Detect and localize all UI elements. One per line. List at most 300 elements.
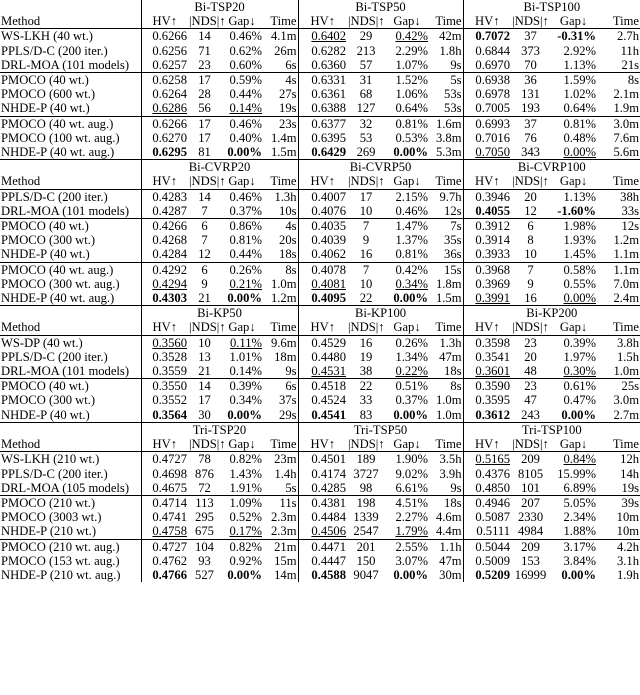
cell-text: 0.42%	[395, 29, 429, 44]
cell-text: 0.00%	[227, 291, 262, 306]
cell-text: 10	[359, 276, 373, 291]
hv-value	[298, 481, 347, 496]
cell-text: 0.4007	[311, 189, 347, 204]
cell-text: 0.26%	[395, 335, 429, 350]
cell-text: 1.79%	[395, 524, 429, 539]
hv-value	[141, 87, 188, 101]
hv-value	[141, 116, 188, 131]
hv-value	[298, 408, 347, 423]
method-name: NHDE-P (40 wt. aug.)	[0, 145, 141, 160]
cell-text: 0.6978	[475, 87, 511, 102]
nds-column-header: |NDS|↑	[512, 174, 549, 189]
problem-header: Tri-TSP100	[463, 422, 640, 437]
hv-value	[463, 44, 511, 58]
gap-value	[550, 408, 597, 423]
cell-text: 0.14%	[229, 364, 262, 379]
hv-value	[463, 539, 511, 554]
time-value	[429, 29, 463, 44]
hv-value	[298, 277, 347, 291]
time-value	[597, 189, 640, 204]
hv-value	[463, 524, 511, 539]
gap-value	[550, 554, 597, 568]
gap-value	[221, 233, 263, 247]
block-header-problems	[0, 422, 640, 437]
cell-text: 4.4m	[435, 524, 462, 539]
nds-value	[188, 219, 221, 234]
cell-text: 1339	[353, 510, 379, 525]
cell-text: 2.27%	[395, 510, 429, 525]
cell-text: 3.8h	[616, 335, 640, 350]
method-name: PMOCO (40 wt.)	[0, 73, 141, 88]
table-row	[0, 554, 640, 568]
method-name: PMOCO (40 wt.)	[0, 219, 141, 234]
hv-value	[463, 554, 511, 568]
cell-text: 0.00%	[561, 567, 597, 582]
cell-text: 17	[198, 393, 211, 408]
cell-text: 14	[198, 189, 211, 204]
time-value	[429, 247, 463, 262]
gap-value	[385, 131, 429, 145]
cell-text: 0.7072	[475, 29, 511, 44]
nds-value	[347, 87, 385, 101]
cell-text: 6.89%	[563, 480, 597, 495]
time-column-header: Time	[612, 174, 640, 189]
hv-value	[463, 408, 511, 423]
nds-value	[511, 29, 550, 44]
method-name: PPLS/D-C (200 iter.)	[0, 467, 141, 481]
time-value	[429, 73, 463, 88]
method-name: PMOCO (3003 wt.)	[0, 510, 141, 524]
cell-text: 0.00%	[393, 145, 429, 160]
hv-value	[141, 379, 188, 394]
method-column-header: Method	[0, 437, 141, 452]
cell-text: 38h	[620, 189, 640, 204]
table-row	[0, 335, 640, 350]
cell-text: 0.3991	[475, 291, 511, 306]
hv-value	[298, 145, 347, 160]
method-name: PMOCO (210 wt. aug.)	[0, 539, 141, 554]
cell-text: 14m	[274, 567, 297, 582]
cell-text: 0.6266	[152, 29, 187, 44]
time-value	[429, 393, 463, 407]
cell-text: 1.4m	[270, 130, 297, 145]
time-value	[429, 379, 463, 394]
cell-text: 18m	[274, 349, 297, 364]
cell-text: 0.22%	[395, 364, 429, 379]
cell-text: 0.6388	[311, 101, 347, 116]
time-column-header: Time	[612, 14, 640, 29]
cell-text: 0.00%	[227, 407, 262, 422]
time-value	[597, 568, 640, 582]
cell-text: 5.3m	[435, 145, 462, 160]
cell-text: 113	[195, 495, 214, 510]
hv-value	[141, 524, 188, 539]
cell-text: 17	[198, 73, 211, 88]
cell-text: 0.00%	[561, 407, 597, 422]
cell-text: 0.6266	[152, 116, 187, 131]
time-value	[263, 335, 298, 350]
cell-text: 2.7h	[616, 29, 640, 44]
cell-text: 0.4531	[311, 364, 347, 379]
gap-value	[221, 408, 263, 423]
nds-value	[511, 58, 550, 73]
hv-value	[298, 452, 347, 467]
time-value	[597, 291, 640, 306]
hv-value	[298, 554, 347, 568]
time-value	[263, 408, 298, 423]
cell-text: 0.6360	[311, 57, 347, 72]
time-value	[263, 204, 298, 219]
time-value	[597, 262, 640, 277]
cell-text: 0.6295	[152, 145, 187, 160]
nds-value	[511, 247, 550, 262]
nds-value	[188, 262, 221, 277]
table-row	[0, 524, 640, 539]
cell-text: 3727	[353, 466, 379, 481]
table-row	[0, 44, 640, 58]
cell-text: 207	[521, 495, 540, 510]
gap-column-header: Gap↓	[559, 14, 588, 29]
time-value	[263, 277, 298, 291]
nds-value	[347, 58, 385, 73]
hv-value	[141, 408, 188, 423]
cell-text: 0.3612	[475, 407, 511, 422]
cell-text: 1.09%	[229, 495, 262, 510]
nds-value	[347, 204, 385, 219]
cell-text: 0.00%	[563, 145, 597, 160]
nds-value	[347, 554, 385, 568]
cell-text: 14h	[620, 466, 640, 481]
hv-value	[141, 510, 188, 524]
cell-text: 3.0m	[613, 393, 640, 408]
nds-column-header: |NDS|↑	[348, 14, 385, 29]
cell-text: 2.3m	[270, 524, 297, 539]
nds-value	[188, 393, 221, 407]
cell-text: 0.4292	[152, 262, 187, 277]
gap-value	[550, 73, 597, 88]
cell-text: 209	[521, 539, 540, 554]
cell-text: 1.0m	[270, 276, 297, 291]
gap-value	[385, 452, 429, 467]
time-value	[429, 204, 463, 219]
cell-text: 16	[359, 335, 373, 350]
hv-value	[463, 116, 511, 131]
nds-value	[188, 350, 221, 364]
cell-text: 0.00%	[227, 567, 262, 582]
cell-text: 7.6m	[613, 130, 640, 145]
gap-value	[221, 393, 263, 407]
time-column-header: Time	[612, 320, 640, 335]
cell-text: 0.4055	[475, 203, 511, 218]
gap-value	[221, 44, 263, 58]
cell-text: 2.34%	[563, 510, 597, 525]
time-value	[429, 408, 463, 423]
time-value	[263, 262, 298, 277]
cell-text: 37	[524, 29, 537, 44]
cell-text: 0.4095	[311, 291, 347, 306]
gap-value	[385, 379, 429, 394]
cell-text: 0.6286	[152, 101, 187, 116]
nds-value	[511, 568, 550, 582]
cell-text: 32	[359, 116, 373, 131]
cell-text: 0.58%	[563, 262, 597, 277]
nds-value	[511, 495, 550, 510]
hv-value	[141, 219, 188, 234]
gap-value	[550, 568, 597, 582]
cell-text: 3.8m	[435, 130, 462, 145]
nds-value	[347, 524, 385, 539]
cell-text: 6.61%	[395, 480, 429, 495]
block-header-columns	[0, 174, 640, 189]
nds-value	[188, 44, 221, 58]
hv-value	[463, 73, 511, 88]
time-value	[263, 379, 298, 394]
method-name: WS-DP (40 wt.)	[0, 335, 141, 350]
nds-value	[347, 335, 385, 350]
nds-value	[347, 510, 385, 524]
method-name: NHDE-P (40 wt.)	[0, 101, 141, 116]
cell-text: 10m	[616, 510, 640, 525]
hv-value	[463, 277, 511, 291]
cell-text: 0.4727	[152, 539, 187, 554]
nds-value	[188, 233, 221, 247]
nds-column-header: |NDS|↑	[512, 437, 549, 452]
cell-text: 5.6m	[613, 145, 640, 160]
time-value	[429, 554, 463, 568]
hv-column-header: HV↑	[475, 437, 500, 452]
hv-value	[463, 131, 511, 145]
cell-text: 12s	[444, 203, 462, 218]
cell-text: 213	[356, 43, 376, 58]
block-header-problems	[0, 0, 640, 14]
cell-text: 0.5009	[475, 553, 511, 568]
time-value	[597, 58, 640, 73]
table-row	[0, 379, 640, 394]
gap-column-header: Gap↓	[228, 174, 256, 189]
nds-value	[188, 29, 221, 44]
gap-value	[550, 291, 597, 306]
cell-text: 101	[521, 480, 540, 495]
hv-value	[463, 101, 511, 116]
cell-text: 0.6331	[311, 73, 347, 88]
time-value	[429, 262, 463, 277]
cell-text: 1.4h	[274, 466, 297, 481]
time-value	[263, 29, 298, 44]
gap-value	[550, 364, 597, 379]
cell-text: 2.15%	[395, 189, 429, 204]
cell-text: 0.39%	[563, 335, 597, 350]
cell-text: 1.37%	[395, 233, 429, 248]
cell-text: 0.4506	[311, 524, 347, 539]
cell-text: 1.0m	[435, 407, 462, 422]
cell-text: 3.0m	[613, 116, 640, 131]
gap-value	[385, 495, 429, 510]
nds-value	[511, 364, 550, 379]
cell-text: 23	[524, 335, 537, 350]
time-value	[597, 29, 640, 44]
cell-text: 17	[198, 130, 211, 145]
cell-text: 0.3550	[152, 379, 187, 394]
problem-header: Tri-TSP50	[298, 422, 463, 437]
nds-value	[511, 350, 550, 364]
hv-value	[141, 277, 188, 291]
cell-text: 1.13%	[563, 57, 597, 72]
cell-text: 4s	[285, 73, 297, 88]
time-value	[597, 44, 640, 58]
cell-text: 53	[359, 130, 373, 145]
gap-column-header: Gap↓	[228, 14, 256, 29]
block-header-problems	[0, 160, 640, 175]
cell-text: 0.3590	[475, 379, 511, 394]
cell-text: 0.3601	[475, 364, 511, 379]
cell-text: 0.40%	[229, 130, 262, 145]
hv-value	[141, 189, 188, 204]
time-value	[597, 73, 640, 88]
hv-value	[141, 393, 188, 407]
hv-value	[141, 145, 188, 160]
nds-value	[347, 189, 385, 204]
time-value	[429, 510, 463, 524]
gap-value	[385, 539, 429, 554]
cell-text: 1.90%	[395, 452, 429, 467]
time-column-header: Time	[429, 174, 463, 189]
cell-text: 70	[524, 57, 537, 72]
method-name: PMOCO (300 wt.)	[0, 393, 141, 407]
hv-value	[298, 29, 347, 44]
nds-column-header: |NDS|↑	[189, 320, 226, 335]
time-value	[429, 335, 463, 350]
cell-text: 0.4303	[152, 291, 187, 306]
nds-value	[511, 277, 550, 291]
nds-value	[188, 131, 221, 145]
cell-text: 0.60%	[229, 57, 262, 72]
cell-text: 1.88%	[563, 524, 597, 539]
cell-text: 1.47%	[395, 219, 429, 234]
cell-text: 21s	[621, 57, 640, 72]
cell-text: 15s	[444, 262, 462, 277]
nds-value	[188, 145, 221, 160]
time-value	[597, 247, 640, 262]
cell-text: 71	[198, 43, 211, 58]
hv-value	[298, 247, 347, 262]
cell-text: 23s	[279, 116, 297, 131]
cell-text: 14	[198, 379, 211, 394]
cell-text: 0.5111	[476, 524, 511, 539]
gap-value	[385, 145, 429, 160]
cell-text: 8	[527, 233, 534, 248]
problem-header: Bi-KP100	[298, 306, 463, 321]
cell-text: 0.4850	[475, 480, 511, 495]
cell-text: 0.82%	[229, 452, 262, 467]
gap-value	[550, 131, 597, 145]
gap-value	[221, 350, 263, 364]
cell-text: 0.52%	[229, 510, 262, 525]
gap-value	[221, 364, 263, 379]
cell-text: 21	[198, 291, 211, 306]
cell-text: 26m	[274, 43, 297, 58]
gap-value	[221, 335, 263, 350]
cell-text: 0.4268	[152, 233, 187, 248]
block-header-problems	[0, 306, 640, 321]
cell-text: 48	[524, 364, 537, 379]
time-value	[429, 350, 463, 364]
cell-text: 0.3560	[152, 335, 187, 350]
cell-text: 2330	[517, 510, 544, 525]
table-row	[0, 101, 640, 116]
time-value	[263, 219, 298, 234]
cell-text: 10	[198, 335, 211, 350]
hv-value	[141, 452, 188, 467]
gap-value	[221, 189, 263, 204]
method-name: NHDE-P (40 wt. aug.)	[0, 291, 141, 306]
nds-value	[347, 379, 385, 394]
nds-value	[347, 364, 385, 379]
nds-column-header: |NDS|↑	[512, 320, 549, 335]
table-row	[0, 510, 640, 524]
gap-value	[221, 452, 263, 467]
hv-value	[463, 291, 511, 306]
nds-value	[188, 452, 221, 467]
table-row	[0, 495, 640, 510]
cell-text: 28	[198, 87, 211, 102]
method-name: DRL-MOA (101 models)	[0, 364, 141, 379]
hv-value	[298, 44, 347, 58]
cell-text: 21	[198, 364, 211, 379]
gap-value	[550, 350, 597, 364]
time-value	[597, 495, 640, 510]
hv-value	[463, 452, 511, 467]
gap-column-header: Gap↓	[559, 174, 588, 189]
cell-text: 1.1m	[613, 247, 640, 262]
table-row	[0, 58, 640, 73]
nds-value	[511, 87, 550, 101]
nds-value	[347, 481, 385, 496]
cell-text: 0.6282	[311, 43, 347, 58]
time-value	[597, 539, 640, 554]
gap-value	[385, 87, 429, 101]
gap-value	[385, 29, 429, 44]
gap-value	[550, 145, 597, 160]
cell-text: 20	[524, 349, 537, 364]
table-row	[0, 291, 640, 306]
time-value	[597, 101, 640, 116]
gap-value	[385, 204, 429, 219]
gap-value	[385, 44, 429, 58]
hv-value	[463, 481, 511, 496]
time-value	[597, 87, 640, 101]
gap-value	[221, 539, 263, 554]
method-column-header: Method	[0, 320, 141, 335]
cell-text: 17	[198, 116, 211, 131]
method-name: PMOCO (100 wt. aug.)	[0, 131, 141, 145]
hv-value	[298, 87, 347, 101]
time-value	[429, 291, 463, 306]
problem-header: Bi-KP200	[463, 306, 640, 321]
gap-value	[385, 101, 429, 116]
time-value	[597, 467, 640, 481]
table-row	[0, 189, 640, 204]
cell-text: 1.9m	[613, 101, 640, 116]
cell-text: 0.4078	[311, 262, 347, 277]
table-row	[0, 87, 640, 101]
cell-text: 16	[524, 291, 537, 306]
cell-text: 2.29%	[395, 43, 429, 58]
time-value	[263, 481, 298, 496]
cell-text: 98	[359, 480, 373, 495]
hv-value	[298, 73, 347, 88]
gap-value	[550, 524, 597, 539]
cell-text: 0.6361	[311, 87, 347, 102]
